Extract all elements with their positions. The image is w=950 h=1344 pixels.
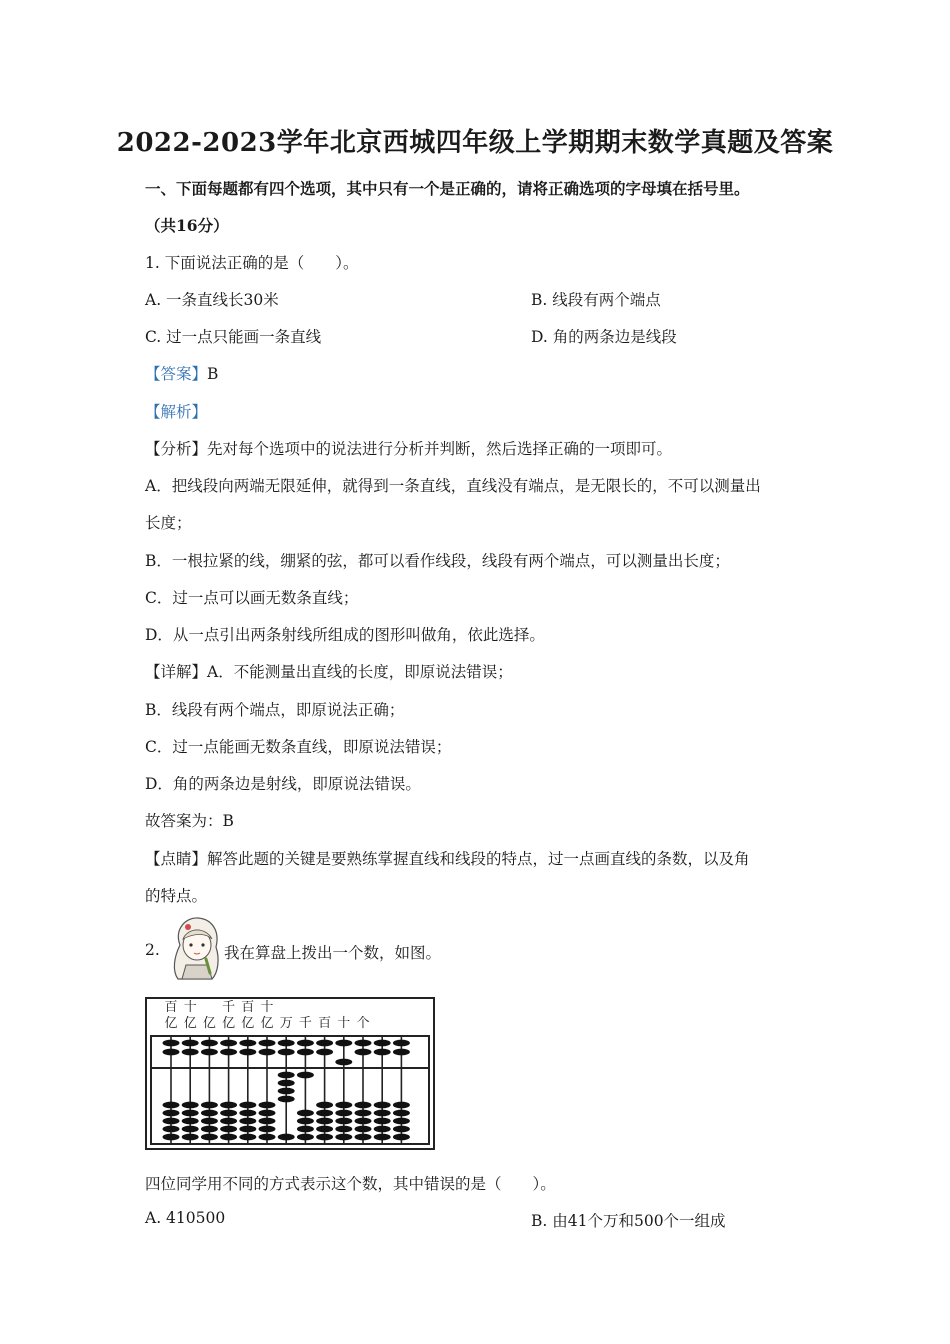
section-points: （共16分）	[145, 216, 229, 235]
abacus-bead	[335, 1126, 352, 1133]
abacus-bead	[163, 1118, 180, 1125]
abacus-bead	[335, 1059, 352, 1066]
abacus-bead	[239, 1102, 256, 1109]
abacus-bead	[259, 1134, 276, 1141]
abacus-bead	[278, 1049, 295, 1056]
abacus-bead	[335, 1040, 352, 1047]
abacus-bead	[374, 1110, 391, 1117]
q1-answer	[145, 362, 218, 384]
q1-option-c: C. 过一点只能画一条直线	[145, 328, 322, 346]
abacus-bead	[355, 1134, 372, 1141]
abacus-bead	[163, 1040, 180, 1047]
q1-option-a: A. 一条直线长30米	[145, 291, 279, 309]
abacus-bead	[220, 1102, 237, 1109]
abacus-bead	[316, 1134, 333, 1141]
analysis-line: 【点睛】解答此题的关键是要熟练掌握直线和线段的特点，过一点画直线的条数，以及角	[145, 850, 750, 868]
analysis-line: B．线段有两个端点，即原说法正确；	[145, 701, 405, 719]
page-title: 2022-2023学年北京西城四年级上学期期末数学真题及答案	[116, 128, 834, 158]
abacus-bead	[316, 1040, 333, 1047]
abacus-bead	[182, 1126, 199, 1133]
abacus-bead	[297, 1134, 314, 1141]
abacus-place-label: 百	[164, 1000, 178, 1015]
abacus-bead	[239, 1110, 256, 1117]
abacus-place-label: 万	[279, 1016, 293, 1031]
abacus-bead	[259, 1040, 276, 1047]
abacus-bead	[316, 1102, 333, 1109]
analysis-line: A．把线段向两端无限延伸，就得到一条直线，直线没有端点，是无限长的，不可以测量出	[145, 477, 761, 495]
abacus-bead	[182, 1040, 199, 1047]
abacus-bead	[259, 1118, 276, 1125]
abacus-bead	[201, 1118, 218, 1125]
abacus-bead	[239, 1049, 256, 1056]
abacus-bead	[316, 1126, 333, 1133]
abacus-bead	[374, 1126, 391, 1133]
abacus-bead	[201, 1049, 218, 1056]
abacus-bead	[259, 1126, 276, 1133]
abacus-bead	[220, 1110, 237, 1117]
abacus-place-label: 个	[356, 1016, 370, 1031]
abacus-bead	[278, 1040, 295, 1047]
abacus-bead	[220, 1126, 237, 1133]
abacus-bead	[201, 1040, 218, 1047]
abacus-figure	[145, 996, 435, 1151]
abacus-bead	[163, 1134, 180, 1141]
q1-stem: 1. 下面说法正确的是（ ）。	[145, 254, 359, 272]
girl-illustration	[166, 915, 224, 983]
abacus-bead	[335, 1102, 352, 1109]
abacus-bead	[259, 1049, 276, 1056]
abacus-bead	[201, 1126, 218, 1133]
abacus-bead	[220, 1134, 237, 1141]
abacus-bead	[355, 1110, 372, 1117]
abacus-bead	[182, 1110, 199, 1117]
abacus-bead	[278, 1080, 295, 1087]
abacus-bead	[316, 1049, 333, 1056]
q1-option-d: D. 角的两条边是线段	[531, 328, 677, 346]
abacus-bead	[335, 1110, 352, 1117]
analysis-line: D．角的两条边是射线，即原说法错误。	[145, 775, 421, 793]
abacus-bead	[316, 1110, 333, 1117]
abacus	[145, 996, 435, 1151]
abacus-bead	[335, 1118, 352, 1125]
abacus-bead	[182, 1049, 199, 1056]
abacus-bead	[374, 1049, 391, 1056]
analysis-line: 故答案为：B	[145, 812, 234, 830]
abacus-bead	[163, 1102, 180, 1109]
abacus-place-label: 亿	[183, 1016, 197, 1031]
abacus-bead	[182, 1102, 199, 1109]
abacus-bead	[239, 1040, 256, 1047]
abacus-bead	[163, 1110, 180, 1117]
analysis-line: 长度；	[145, 514, 192, 532]
abacus-bead	[355, 1126, 372, 1133]
analysis-line: C．过一点能画无数条直线，即原说法错误；	[145, 738, 452, 756]
abacus-bead	[239, 1118, 256, 1125]
abacus-bead	[201, 1110, 218, 1117]
abacus-place-label: 百	[241, 1000, 255, 1015]
abacus-bead	[163, 1049, 180, 1056]
analysis-line: 【分析】先对每个选项中的说法进行分析并判断，然后选择正确的一项即可。	[145, 440, 673, 458]
abacus-bead	[393, 1049, 410, 1056]
abacus-bead	[393, 1134, 410, 1141]
q1-option-b: B. 线段有两个端点	[531, 291, 661, 309]
abacus-bead	[220, 1049, 237, 1056]
abacus-bead	[355, 1102, 372, 1109]
abacus-bead	[239, 1134, 256, 1141]
q2-stem: 我在算盘上拨出一个数，如图。	[224, 944, 442, 962]
abacus-bead	[259, 1102, 276, 1109]
abacus-bead	[201, 1102, 218, 1109]
abacus-place-label: 亿	[260, 1016, 274, 1031]
abacus-place-label: 十	[260, 1000, 274, 1015]
answer-tag: 【答案】	[145, 365, 208, 383]
answer-value: B	[207, 365, 219, 383]
abacus-bead	[393, 1040, 410, 1047]
abacus-bead	[297, 1040, 314, 1047]
abacus-bead	[297, 1072, 314, 1079]
abacus-bead	[316, 1118, 333, 1125]
abacus-bead	[393, 1102, 410, 1109]
abacus-place-label: 百	[318, 1016, 332, 1031]
abacus-bead	[278, 1134, 295, 1141]
abacus-bead	[374, 1040, 391, 1047]
abacus-bead	[374, 1102, 391, 1109]
abacus-bead	[393, 1126, 410, 1133]
abacus-bead	[335, 1134, 352, 1141]
abacus-bead	[393, 1118, 410, 1125]
abacus-place-label: 亿	[222, 1016, 236, 1031]
abacus-bead	[297, 1126, 314, 1133]
abacus-bead	[278, 1072, 295, 1079]
abacus-bead	[355, 1049, 372, 1056]
abacus-bead	[297, 1110, 314, 1117]
abacus-place-label: 亿	[202, 1016, 216, 1031]
abacus-bead	[220, 1118, 237, 1125]
abacus-bead	[182, 1118, 199, 1125]
abacus-bead	[220, 1040, 237, 1047]
abacus-place-label: 十	[183, 1000, 197, 1015]
q2-option-a: A. 410500	[145, 1209, 226, 1227]
abacus-bead	[297, 1118, 314, 1125]
abacus-bead	[278, 1096, 295, 1103]
analysis-line: 的特点。	[145, 887, 208, 905]
q2-question: 四位同学用不同的方式表示这个数，其中错误的是（ ）。	[145, 1175, 556, 1193]
abacus-bead	[182, 1134, 199, 1141]
analysis-line: D．从一点引出两条射线所组成的图形叫做角，依此选择。	[145, 626, 545, 644]
analysis-tag: 【解析】	[145, 403, 208, 421]
analysis-line: 【详解】A．不能测量出直线的长度，即原说法错误；	[145, 663, 513, 681]
abacus-bead	[259, 1110, 276, 1117]
abacus-bead	[201, 1134, 218, 1141]
abacus-place-label: 十	[337, 1016, 351, 1031]
abacus-place-label: 亿	[164, 1016, 178, 1031]
abacus-bead	[355, 1040, 372, 1047]
abacus-bead	[393, 1110, 410, 1117]
abacus-bead	[374, 1134, 391, 1141]
abacus-place-label: 千	[298, 1016, 312, 1031]
abacus-bead	[297, 1049, 314, 1056]
abacus-bead	[355, 1118, 372, 1125]
abacus-place-label: 亿	[241, 1016, 255, 1031]
abacus-bead	[163, 1126, 180, 1133]
abacus-bead	[374, 1118, 391, 1125]
section-heading: 一、下面每题都有四个选项，其中只有一个是正确的，请将正确选项的字母填在括号里。	[145, 179, 750, 198]
analysis-line: C．过一点可以画无数条直线；	[145, 589, 359, 607]
q2-option-b: B. 由41个万和500个一组成	[531, 1212, 726, 1230]
analysis-line: B．一根拉紧的线，绷紧的弦，都可以看作线段，线段有两个端点，可以测量出长度；	[145, 552, 730, 570]
abacus-bead	[278, 1088, 295, 1095]
abacus-bead	[239, 1126, 256, 1133]
abacus-place-label: 千	[222, 1000, 236, 1015]
q2-number: 2.	[145, 941, 160, 959]
